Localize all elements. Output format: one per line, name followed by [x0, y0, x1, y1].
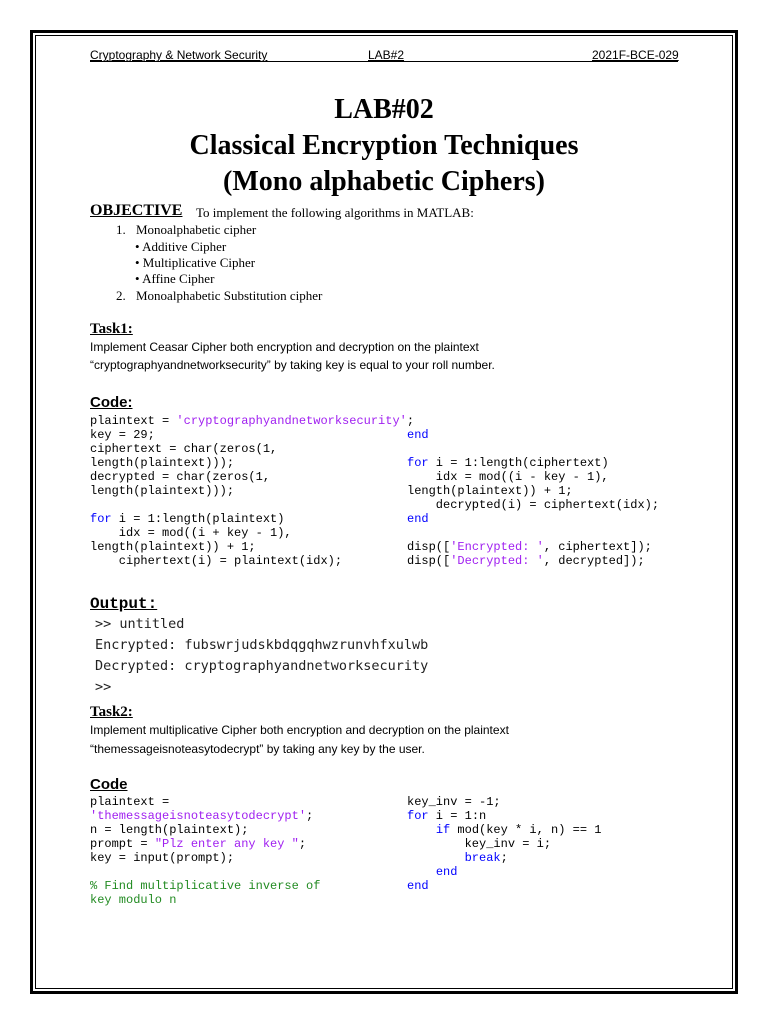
code-line [407, 498, 659, 512]
code-text: ; [406, 414, 415, 428]
list-item-number: 1. [116, 222, 126, 237]
console-line: Decrypted: cryptographyandnetworksecurity [95, 658, 429, 674]
code-line [90, 809, 320, 823]
code-line [407, 414, 659, 428]
code-line [407, 540, 659, 554]
code-text: ; [500, 851, 508, 865]
code-line [90, 414, 414, 428]
code-text: decrypted = char(zeros(1, [90, 470, 271, 484]
code-text: key_inv = -1; [407, 795, 501, 809]
objective-text: To implement the following algorithms in MATLAB: [196, 205, 474, 220]
code-keyword: if [435, 823, 451, 837]
code-line [90, 540, 414, 554]
code-line [407, 442, 659, 456]
code-keyword: end [435, 865, 458, 879]
code-line [90, 456, 414, 470]
code-keyword: break [464, 851, 501, 865]
code-line [407, 879, 601, 893]
task1-description-line2: “cryptographyandnetworksecurity” by taking key is equal to your roll number. [90, 358, 495, 372]
code-text [407, 865, 436, 879]
task1-description: Implement Ceasar Cipher both encryption and decryption on the plaintext [90, 340, 479, 354]
code-line [407, 795, 601, 809]
code-text: key_inv = i; [407, 837, 552, 851]
code-line [90, 795, 320, 809]
code-text: length(plaintext)) + 1; [407, 484, 573, 498]
task2-description: Implement multiplicative Cipher both encryption and decryption on the plaintext [90, 723, 509, 737]
code-text: prompt = [90, 837, 155, 851]
code-text: idx = mod((i + key - 1), [90, 526, 292, 540]
code-keyword: for [407, 456, 429, 470]
console-line: >> [95, 679, 112, 695]
code-comment: % Find multiplicative inverse of [90, 879, 321, 893]
code-line [90, 428, 414, 442]
task2-code-left [90, 795, 320, 907]
list-subitem: • Additive Cipher [135, 239, 227, 254]
task1-output-heading: Output: [90, 595, 158, 613]
task1-output-console [95, 614, 428, 698]
code-text: ciphertext = char(zeros(1, [90, 442, 278, 456]
code-keyword: for [90, 512, 112, 526]
code-text: mod(key * i, n) == 1 [450, 823, 602, 837]
code-line [407, 456, 659, 470]
header-lab: LAB#2 [368, 48, 405, 62]
code-text: length(plaintext))); [90, 484, 235, 498]
console-line: Encrypted: fubswrjudskbdqgqhwzrunvhfxulwb [95, 637, 429, 653]
task1-code-heading: Code: [90, 394, 133, 411]
code-line [407, 851, 601, 865]
code-string: 'Decrypted: ' [450, 554, 544, 568]
list-subitem: • Affine Cipher [135, 271, 215, 286]
code-string: 'themessageisnoteasytodecrypt' [90, 809, 307, 823]
code-text: key = input(prompt); [90, 851, 235, 865]
code-line [407, 484, 659, 498]
code-text: i = 1:length(plaintext) [111, 512, 285, 526]
list-item-number: 2. [116, 288, 126, 303]
task2-heading: Task2: [90, 704, 133, 720]
code-text: decrypted(i) = ciphertext(idx); [407, 498, 660, 512]
code-line [90, 512, 414, 526]
task1-code-left [90, 414, 414, 568]
code-text: length(plaintext))); [90, 456, 235, 470]
code-text: plaintext = [90, 414, 177, 428]
code-comment: key modulo n [90, 893, 177, 907]
code-text: disp([ [407, 554, 451, 568]
code-line [90, 879, 320, 893]
code-line [407, 554, 659, 568]
code-line [407, 837, 601, 851]
page-title: LAB#02 [334, 94, 434, 125]
code-string: 'cryptographyandnetworksecurity' [176, 414, 407, 428]
code-line [90, 865, 320, 879]
task2-description-line2: “themessageisnoteasytodecrypt” by taking any key by the user. [90, 742, 425, 756]
code-line [407, 428, 659, 442]
task1-heading: Task1: [90, 321, 133, 337]
page-title-line3: (Mono alphabetic Ciphers) [223, 166, 545, 197]
code-keyword: end [407, 428, 429, 442]
code-line [90, 554, 414, 568]
code-text [407, 823, 436, 837]
code-line [407, 809, 601, 823]
code-text: i = 1:length(ciphertext) [428, 456, 609, 470]
code-string: "Plz enter any key " [154, 837, 299, 851]
code-text: , ciphertext]); [543, 540, 652, 554]
code-keyword: end [407, 512, 429, 526]
code-line [90, 498, 414, 512]
code-text: length(plaintext)) + 1; [90, 540, 256, 554]
code-line [407, 512, 659, 526]
code-line [90, 893, 320, 907]
code-text: plaintext = [90, 795, 170, 809]
code-line [90, 470, 414, 484]
list-item: Monoalphabetic Substitution cipher [136, 288, 323, 303]
page-title-line2: Classical Encryption Techniques [189, 130, 579, 161]
code-line [407, 865, 601, 879]
task1-code-right [407, 414, 659, 568]
code-line [90, 484, 414, 498]
header-rule [90, 61, 678, 62]
code-line [407, 823, 601, 837]
code-text: ciphertext(i) = plaintext(idx); [90, 554, 343, 568]
code-line [90, 823, 320, 837]
list-item: Monoalphabetic cipher [136, 222, 257, 237]
code-line [90, 442, 414, 456]
code-keyword: end [407, 879, 429, 893]
task2-code-heading: Code [90, 776, 128, 793]
code-line [90, 851, 320, 865]
code-text: ; [298, 837, 307, 851]
code-line [90, 526, 414, 540]
console-line: >> untitled [95, 616, 185, 632]
code-text: ; [306, 809, 314, 823]
header-course: Cryptography & Network Security [90, 48, 268, 62]
objective-heading: OBJECTIVE [90, 202, 183, 219]
code-line [407, 470, 659, 484]
code-text: , decrypted]); [543, 554, 645, 568]
header-roll: 2021F-BCE-029 [592, 48, 679, 62]
code-text: key = 29; [90, 428, 155, 442]
code-text: disp([ [407, 540, 451, 554]
list-subitem: • Multiplicative Cipher [135, 255, 256, 270]
code-line [90, 837, 320, 851]
code-text: n = length(plaintext); [90, 823, 249, 837]
code-line [407, 526, 659, 540]
code-text [407, 851, 465, 865]
code-keyword: for [407, 809, 429, 823]
code-text: idx = mod((i - key - 1), [407, 470, 609, 484]
task2-code-right [407, 795, 601, 893]
code-string: 'Encrypted: ' [450, 540, 544, 554]
code-text: i = 1:n [428, 809, 487, 823]
